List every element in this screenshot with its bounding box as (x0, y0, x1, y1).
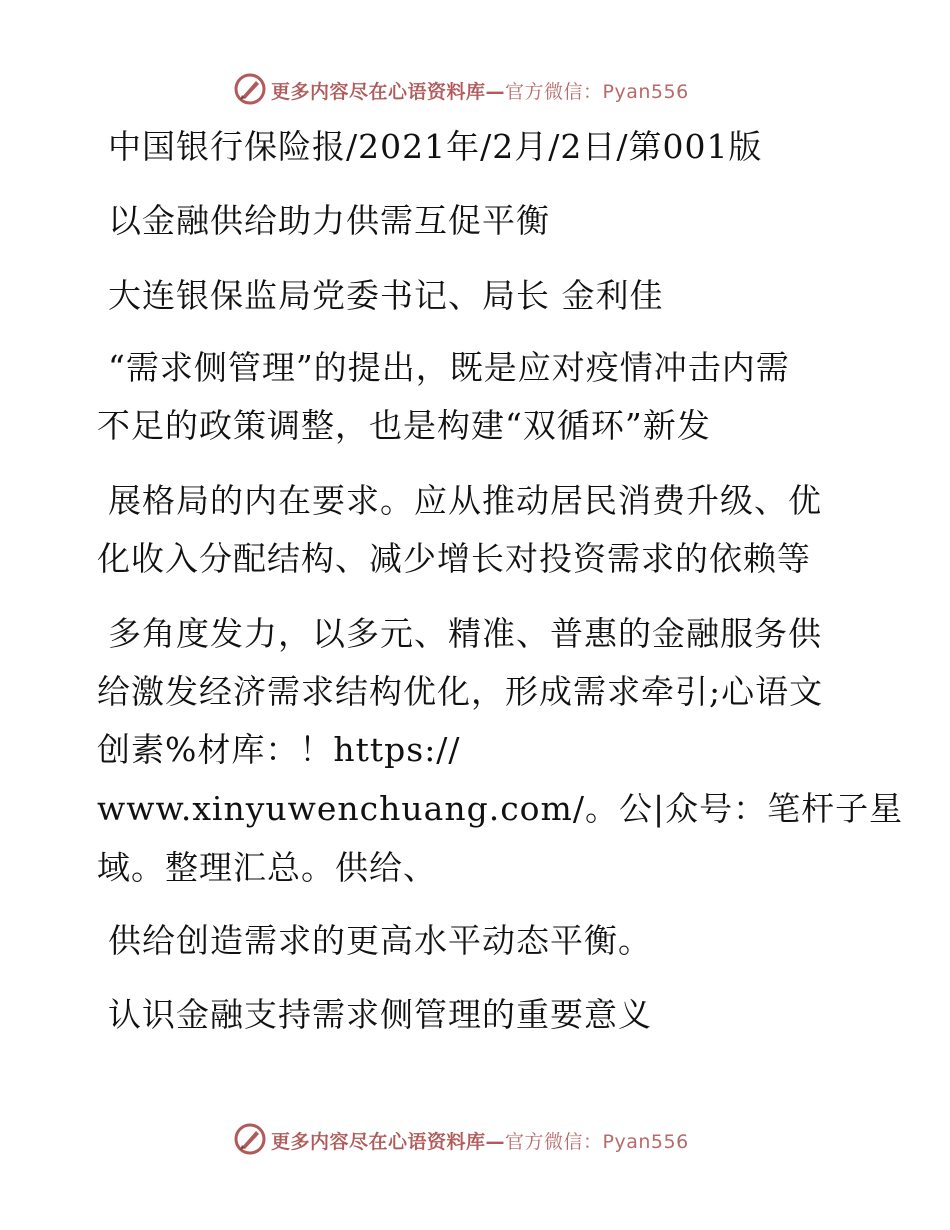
banner-contact-id: Pyan556 (602, 1131, 689, 1153)
paragraph-line: www.xinyuwenchuang.com/。公|众号：笔杆子星 (97, 789, 904, 828)
footer-banner (0, 1120, 950, 1160)
quill-pen-logo-icon (233, 72, 267, 106)
banner-contact-label: 官方微信： (505, 1131, 603, 1153)
paragraph-line: 展格局的内在要求。应从推动居民消费升级、优 (108, 481, 822, 520)
paragraph-line: 化收入分配结构、减少增长对投资需求的依赖等 (97, 539, 811, 578)
banner-main-text: 更多内容尽在心语资料库— (271, 1131, 506, 1153)
paragraph-line: 供给创造需求的更高水平动态平衡。 (108, 921, 652, 960)
paragraph-line: 多角度发力，以多元、精准、普惠的金融服务供 (108, 614, 822, 653)
banner-contact-id: Pyan556 (602, 81, 689, 103)
author-line: 大连银保监局党委书记、局长 金利佳 (108, 276, 664, 315)
paragraph-line: “需求侧管理”的提出，既是应对疫情冲击内需 (108, 348, 790, 387)
paragraph-line: 创素%材库：！https:// (97, 730, 461, 769)
banner-text (271, 77, 689, 104)
banner-text (271, 1127, 689, 1154)
paragraph-line: 给激发经济需求结构优化，形成需求牵引;心语文 (97, 672, 824, 711)
article-title: 以金融供给助力供需互促平衡 (108, 201, 550, 240)
source-line: 中国银行保险报/2021年/2月/2日/第001版 (108, 127, 763, 166)
quill-pen-logo-icon (233, 1122, 267, 1156)
banner-main-text: 更多内容尽在心语资料库— (271, 81, 506, 103)
section-heading: 认识金融支持需求侧管理的重要意义 (108, 995, 652, 1034)
banner-contact-label: 官方微信： (505, 81, 603, 103)
paragraph-line: 域。整理汇总。供给、 (97, 848, 437, 887)
header-banner (0, 70, 950, 110)
paragraph-line: 不足的政策调整，也是构建“双循环”新发 (97, 406, 711, 445)
